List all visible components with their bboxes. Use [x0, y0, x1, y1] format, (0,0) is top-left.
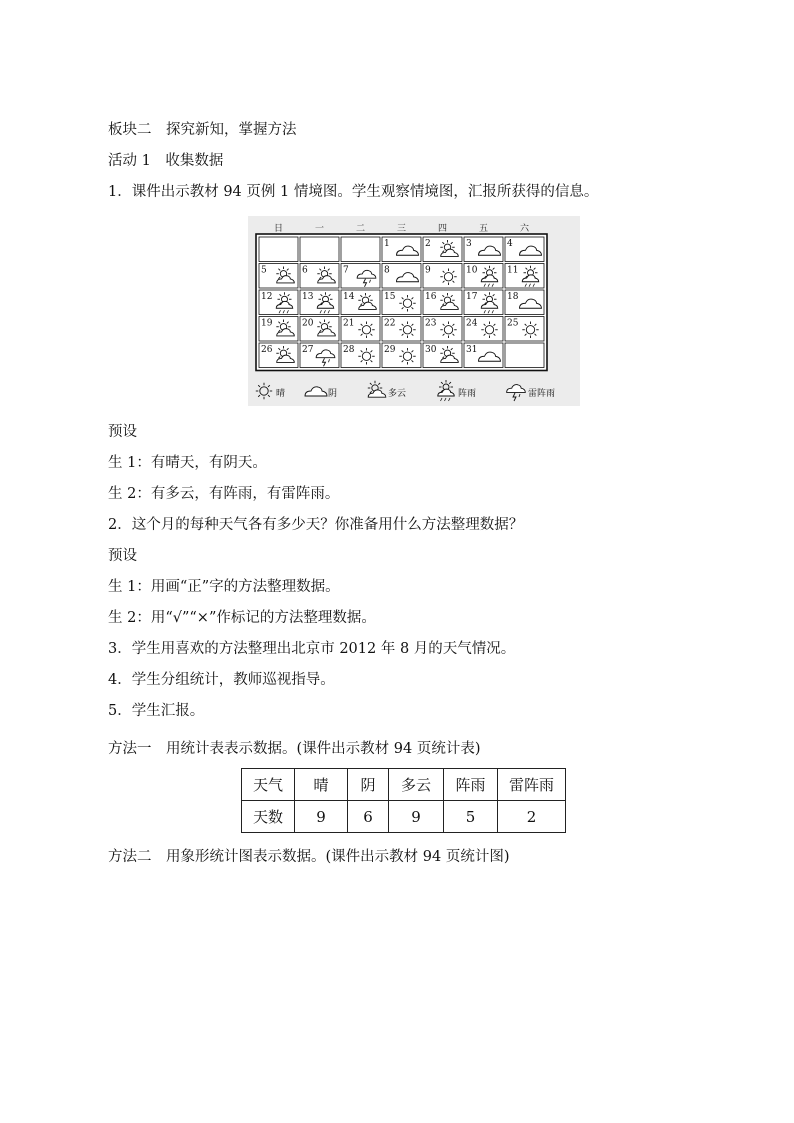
- step-1: 1．课件出示教材 94 页例 1 情境图。学生观察情境图，汇报所获得的信息。: [108, 184, 599, 200]
- table-cell: 5: [444, 801, 498, 833]
- calendar-day-number: 23: [425, 318, 437, 329]
- step-3: 3．学生用喜欢的方法整理出北京市 2012 年 8 月的天气情况。: [108, 641, 516, 657]
- section-title: 板块二 探究新知，掌握方法: [108, 122, 297, 138]
- calendar-day-number: 2: [425, 239, 431, 249]
- calendar-day-number: 9: [425, 265, 431, 276]
- student-2-answer-2: 生 2：用“√”“×”作标记的方法整理数据。: [108, 610, 376, 626]
- calendar-day-number: 7: [343, 265, 349, 276]
- calendar-day-number: 22: [384, 318, 396, 329]
- calendar-day-cell: [341, 237, 380, 262]
- calendar-day-number: 13: [302, 292, 314, 302]
- table-header-cell: 阵雨: [444, 769, 498, 801]
- method-1: 方法一 用统计表表示数据。(课件出示教材 94 页统计表): [108, 741, 481, 757]
- step-4: 4．学生分组统计，教师巡视指导。: [108, 672, 335, 688]
- weekday-label: 六: [519, 224, 530, 234]
- legend-label: 雷阵雨: [528, 389, 556, 399]
- calendar-day-number: 11: [507, 265, 519, 276]
- calendar-day-number: 15: [384, 292, 396, 302]
- weekday-label: 日: [273, 224, 284, 234]
- calendar-day-number: 24: [466, 318, 478, 329]
- calendar-day-number: 20: [302, 318, 314, 329]
- table-row: [242, 801, 566, 833]
- calendar-day-number: 27: [302, 345, 314, 355]
- student-1-answer-2: 生 1：用画“正”字的方法整理数据。: [108, 579, 340, 595]
- weekday-label: 三: [396, 224, 407, 234]
- calendar-day-number: 1: [384, 239, 390, 249]
- legend-label: 阵雨: [458, 389, 477, 399]
- calendar-day-number: 3: [466, 239, 472, 249]
- table-cell: 9: [295, 801, 348, 833]
- calendar-day-number: 26: [261, 345, 273, 355]
- calendar-day-number: 25: [507, 318, 519, 329]
- student-1-answer-1: 生 1：有晴天，有阴天。: [108, 455, 267, 471]
- calendar-day-cell: [259, 237, 298, 262]
- table-header-row: [242, 769, 566, 801]
- weekday-label: 五: [478, 224, 489, 234]
- table-header-cell: 晴: [295, 769, 348, 801]
- calendar-day-cell: [300, 237, 339, 262]
- calendar-day-number: 14: [343, 292, 355, 302]
- weekday-label: 四: [437, 224, 448, 234]
- table-header-cell: 阴: [348, 769, 389, 801]
- table-header-cell: 天气: [242, 769, 295, 801]
- table-header-cell: 多云: [389, 769, 444, 801]
- step-2: 2．这个月的每种天气各有多少天？你准备用什么方法整理数据？: [108, 517, 524, 533]
- calendar-day-number: 12: [261, 292, 273, 302]
- calendar-day-number: 4: [507, 239, 513, 249]
- activity-title: 活动 1 收集数据: [108, 153, 224, 169]
- calendar-day-number: 21: [343, 318, 355, 329]
- calendar-day-cell: [505, 343, 544, 368]
- preset-label-1: 预设: [108, 424, 137, 440]
- weekday-label: 二: [355, 224, 366, 234]
- table-cell: 6: [348, 801, 389, 833]
- weather-count-table: [241, 768, 566, 833]
- table-cell: 9: [389, 801, 444, 833]
- calendar-day-number: 29: [384, 345, 396, 355]
- weather-calendar-figure: [248, 216, 580, 406]
- table-cell: 天数: [242, 801, 295, 833]
- method-2: 方法二 用象形统计图表示数据。(课件出示教材 94 页统计图): [108, 849, 510, 865]
- table-header-cell: 雷阵雨: [498, 769, 566, 801]
- calendar-day-number: 10: [466, 265, 478, 276]
- table-cell: 2: [498, 801, 566, 833]
- calendar-day-number: 18: [507, 292, 519, 302]
- legend-label: 阴: [328, 389, 338, 399]
- student-2-answer-1: 生 2：有多云，有阵雨，有雷阵雨。: [108, 486, 340, 502]
- calendar-day-number: 19: [261, 318, 273, 329]
- calendar-day-number: 30: [425, 345, 437, 355]
- legend-label: 晴: [276, 389, 286, 399]
- weekday-label: 一: [314, 224, 325, 234]
- calendar-day-number: 31: [466, 345, 478, 355]
- calendar-day-number: 6: [302, 265, 308, 276]
- calendar-day-number: 17: [466, 292, 478, 302]
- calendar-day-number: 8: [384, 265, 390, 276]
- step-5: 5．学生汇报。: [108, 703, 205, 719]
- calendar-day-number: 28: [343, 345, 355, 355]
- legend-label: 多云: [388, 389, 407, 399]
- calendar-day-number: 16: [425, 292, 437, 302]
- calendar-day-number: 5: [261, 265, 267, 276]
- weather-calendar: [248, 216, 580, 406]
- preset-label-2: 预设: [108, 548, 137, 564]
